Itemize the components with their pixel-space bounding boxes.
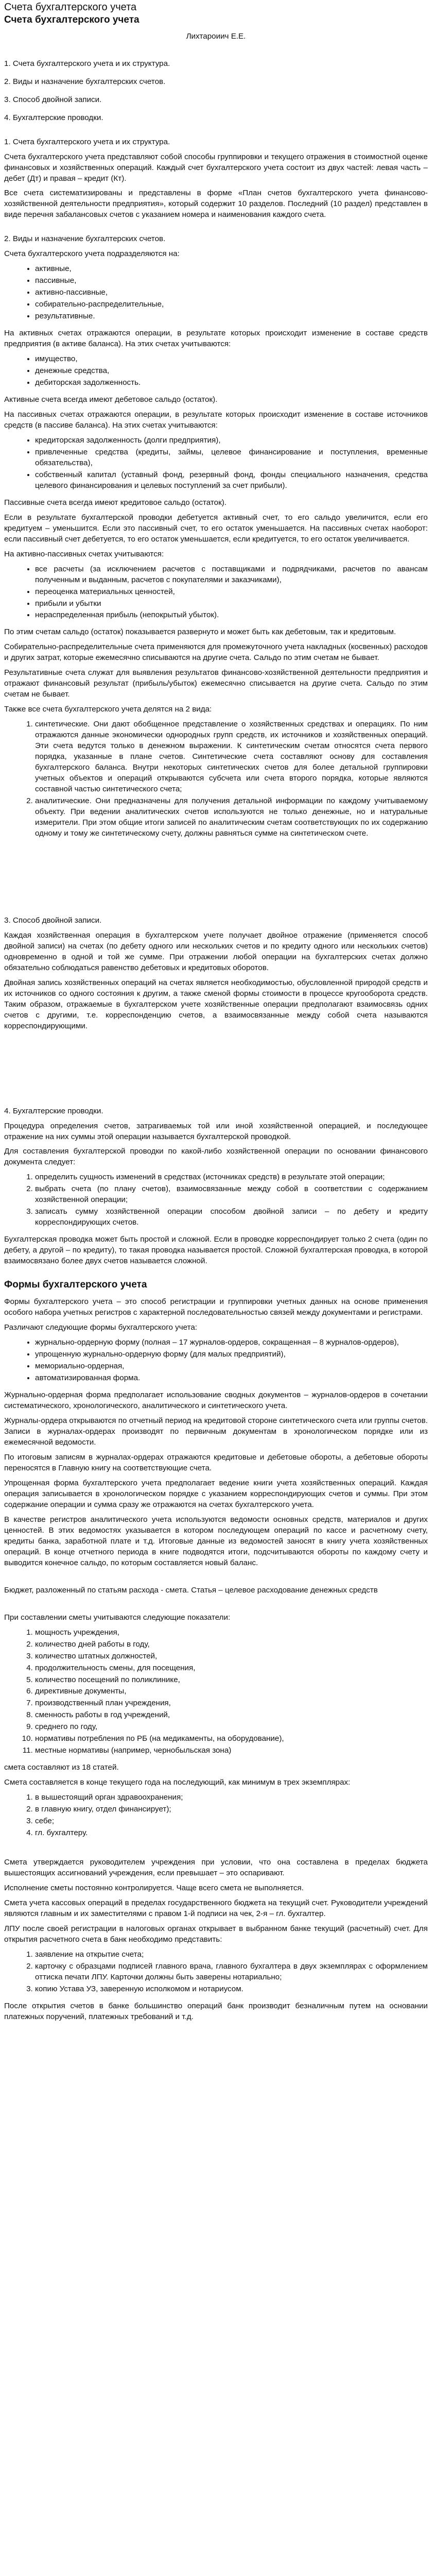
list-item: 11. местные нормативы (например, чернобыльская зона) [35,1745,428,1756]
list-item: • прибыли и убытки [35,599,428,609]
paragraph: Бюджет, разложенный по статьям расхода - смета. Статья – целевое расходование денежных средств [4,1585,378,1595]
paragraph: Все счета систематизированы и представлены в форме «План счетов бухгалтерского учета финансово-хозяйственной деятельности предприятия», который содержит 10 разделов. Последний (10 раздел) представлен в виде перечня забалансовых счетов с указанием номера и наименования каждого счета. [4,189,428,219]
paragraph: Различают следующие формы бухгалтерского учета: [4,1323,198,1332]
paragraph: При составлении сметы учитываются следующие показатели: [4,1613,231,1622]
toc-item: 4. Бухгалтерские проводки. [4,113,103,122]
list-item: • активно-пассивные, [35,287,428,298]
account-opening-docs-list [4,1950,428,1995]
account-kinds-list [4,719,428,839]
paragraph: Двойная запись хозяйственных операций на счетах является необходимостью, обусловленной природой средств и их источников со одного состояния к другим, а также сменой формы стоимости в процессе кругооборота средств. Таким образом, отражаемые в бухгалтерском учете хозяйственные операции предполагают взаимосвязь одних счетов с другими, т.е. корреспонденцию счетов, а взаимосвязанные между собой счета называются корреспондирующими. [4,978,428,1030]
list-item: • кредиторская задолженность (долги предприятия), [35,435,428,446]
list-item: 1. синтетические. Они дают обобщенное представление о хозяйственных средствах и операциях. По ним отражаются данные экономически однородных групп средств, их источников и хозяйственных операций. Эти счета ведутся только в денежном выражении. К синтетическим счетам относятся счета первого порядка, указанные в плане счетов. Синтетические счета составляют основу для составления бухгалтерского баланса. Внутри некоторых синтетических счетов для более детальной группировки учетных объектов и операций открываются субсчета или счета второго порядка, которые являются составной частью синтетического счета; [35,719,428,795]
paragraph: смета составляют из 18 статей. [4,1763,119,1772]
section-3-heading: 3. Способ двойной записи. [4,916,102,925]
paragraph: Смета составляется в конце текущего года на последующий, как минимум в трех экземплярах: [4,1778,351,1787]
list-item: 7. производственный план учреждения, [35,1698,428,1709]
estimate-copies-list [4,1792,428,1839]
paragraph: Для составления бухгалтерской проводки по какой-либо хозяйственной операции по основании финансового документа следует: [4,1147,428,1167]
paragraph: Результативные счета служат для выявления результатов финансово-хозяйственной деятельности предприятия и отражают финансовый результат (прибыль/убыток) ежемесячно списывается на другие счета. Сальдо по этим счетам не бывает. [4,668,428,699]
paragraph: Исполнение сметы постоянно контролируется. Чаще всего смета не выполняется. [4,1884,304,1893]
list-item: • собственный капитал (уставный фонд, резервный фонд, фонды специального назначения, средства целевого финансирования и целевых поступлений за счет прибыли). [35,470,428,492]
list-item: • мемориально-ордерная, [35,1361,428,1372]
paragraph: Также все счета бухгалтерского учета делятся на 2 вида: [4,705,212,714]
paragraph: Собирательно-распределительные счета применяются для промежуточного учета накладных (косвенных) расходов и других затрат, которые ежемесячно списываются на другие счета. Сальдо по этим счетам не бывает. [4,642,428,663]
section-4-heading: 4. Бухгалтерские проводки. [4,1106,103,1115]
list-item: • нераспределенная прибыль (непокрытый убыток). [35,610,428,621]
paragraph: Бухгалтерская проводка может быть простой и сложной. Если в проводке корреспондирует только 2 счета (один по дебету, а другой – по кредиту), то такая проводка называется простой. Сложной бухгалтерская проводка, в которой взаимосвязано более двух счетов называется сложной. [4,1235,428,1266]
list-item: • результативные. [35,311,428,322]
list-item: 3. копию Устава УЗ, заверенную исполкомом и нотариусом. [35,1984,428,1995]
spacer [4,1845,428,1857]
list-item: 3. записать сумму хозяйственной операции способом двойной записи – по дебету и кредиту корреспондирующих счетов. [35,1207,428,1228]
spacer [4,1573,428,1585]
list-item: • собирательно-распределительные, [35,299,428,310]
posting-steps-list [4,1172,428,1228]
paragraph: Счета бухгалтерского учета представляют собой способы группировки и текущего отражения в стоимостной оценке финансовых и хозяйственных операций. Каждый счет бухгалтерского учета состоит из двух частей: левая часть – дебет (Дт) и правая – кредит (Кт). [4,152,428,183]
paragraph: Журнально-ордерная форма предполагает использование сводных документов – журналов-ордеров в сочетании систематического, хронологического, аналитического и синтетического учета. [4,1391,428,1411]
list-item: • денежные средства, [35,366,428,377]
table-of-contents [4,59,428,124]
list-item: 6. директивные документы, [35,1686,428,1697]
list-item: 4. гл. бухгалтеру. [35,1828,428,1839]
document-title: Счета бухгалтерского учета [4,2,137,13]
section-1-heading: 1. Счета бухгалтерского учета и их структура. [4,137,170,146]
paragraph: После открытия счетов в банке большинство операций банк производит безналичным путем на основании платежных поручений, платежных требований и т.д. [4,2001,428,2021]
paragraph: ЛПУ после своей регистрации в налоговых органах открывает в выбранном банке текущий (расчетный) счет. Для открытия расчетного счета в банк необходимо представить: [4,1924,428,1944]
list-item: 8. сменность работы в год учреждений, [35,1710,428,1721]
paragraph: Журналы-ордера открываются по отчетный период на кредитовой стороне синтетического счета или группы счетов. Записи в журналах-ордерах производят по первичным документам в хронологическом порядке или из ежемесячной ведомости. [4,1416,428,1447]
document-subtitle: Счета бухгалтерского учета [4,14,139,25]
toc-item: 1. Счета бухгалтерского учета и их структура. [4,59,170,68]
active-items-list [4,354,428,388]
list-item: • все расчеты (за исключением расчетов с поставщиками и подрядчиками, расчетов по авансам полученным и выданным, расчетов с покупателями и заказчиками), [35,564,428,586]
paragraph: Счета бухгалтерского учета подразделяются на: [4,249,180,259]
paragraph: Каждая хозяйственная операция в бухгалтерском учете получает двойное отражение (применяется способ двойной записи) на счетах (по дебету одного или нескольких счетов и по кредиту одного или нескольких счетов) одновременно в одной и той же сумме. При отражении любой операции на бухгалтерских счетах должно обязательно соблюдаться равенство дебетовых и кредитовых оборотов. [4,930,428,972]
paragraph: Процедура определения счетов, затрагиваемых той или иной хозяйственной операцией, и последующее отражение на них суммы этой операции называется бухгалтерской проводкой. [4,1121,428,1141]
section-2-heading: 2. Виды и назначение бухгалтерских счетов. [4,234,166,244]
list-item: • журнально-ордерную форму (полная – 17 журналов-ордеров, сокращенная – 8 журналов-ордеров), [35,1337,428,1348]
list-item: • переоценка материальных ценностей, [35,587,428,598]
list-item: 3. себе; [35,1816,428,1827]
paragraph: На активных счетах отражаются операции, в результате которых происходит изменение в составе средств предприятия (в активе баланса). На этих счетах учитываются: [4,329,428,349]
spacer [4,1600,428,1613]
account-types-list [4,264,428,322]
paragraph: Пассивные счета всегда имеют кредитовое сальдо (остаток). [4,498,227,507]
list-item: 10. нормативы потребления по РБ (на медикаменты, на оборудование), [35,1734,428,1744]
paragraph: Если в результате бухгалтерской проводки дебетуется активный счет, то его сальдо увеличится, если его кредитуем – уменьшится. Если это пассивный счет, то его остаток уменьшается. На пассивных счетах наоборот: если пассивный счет дебетуется, то его остаток уменьшается, если кредитуется, то его остаток увеличивается. [4,513,428,544]
paragraph: Смета учета кассовых операций в пределах государственного бюджета на текущий счет. Руководители учреждений являются главным и их заместителями с правом 1-й подписи на чек, 2-я – гл. бухгалтер. [4,1899,428,1918]
list-item: • пассивные, [35,276,428,286]
paragraph: Формы бухгалтерского учета – это способ регистрации и группировки учетных данных на основе применения особого набора учетных регистров с характерной последовательностью связей между документами и регистрами. [4,1297,428,1317]
paragraph: Упрощенная форма бухгалтерского учета предполагает ведение книги учета хозяйственных операций. Каждая операция записывается в хронологическом порядке с указанием корреспондирующих счетов и суммы. При этом содержание операции и сумма сразу же отражаются на счетах бухгалтерского учета. [4,1478,428,1509]
list-item: 2. в главную книгу, отдел финансирует); [35,1804,428,1815]
toc-item: 3. Способ двойной записи. [4,95,102,104]
list-item: 2. карточку с образцами подписей главного врача, главного бухгалтера в двух экземплярах с оформлением оттиска печати ЛПУ. Карточки должны быть заверены нотариально; [35,1961,428,1983]
list-item: • имущество, [35,354,428,365]
spacer [4,1036,428,1093]
list-item: • активные, [35,264,428,275]
list-item: 2. аналитические. Они предназначены для получения детальной информации по каждому учитываемому объекту. При ведении аналитических счетов используются не только денежные, но и натуральные измерители. При этом общие итоги записей по аналитическим счетам соответствующих по их содержанию одному и тому же синтетическому счету, должны равняться сумме на синтетическом счете. [35,796,428,839]
list-item: 4. продолжительность смены, для посещения, [35,1663,428,1674]
paragraph: На активно-пассивных счетах учитываются: [4,549,164,558]
paragraph: По итоговым записям в журналах-ордерах отражаются кредитовые и дебетовые обороты, а дебетовые обороты переносятся в Главную книгу на соответствующие счета. [4,1453,428,1472]
estimate-indicators-list [4,1628,428,1757]
list-item: • упрощенную журнально-ордерную форму (для малых предприятий), [35,1349,428,1360]
paragraph: Смета утверждается руководителем учреждения при условии, что она составлена в пределах бюджета вышестоящих ассигнований учреждения, если превышает – это оспаривают. [4,1858,428,1878]
list-item: 2. выбрать счета (по плану счетов), взаимосвязанные между собой в соответствии с содержанием хозяйственной операции; [35,1184,428,1206]
list-item: • привлеченные средства (кредиты, займы, целевое финансирование и поступления, временные обязательства), [35,447,428,469]
spacer [4,845,428,902]
passive-items-list [4,435,428,492]
paragraph: По этим счетам сальдо (остаток) показывается развернуто и может быть как дебетовым, так и кредитовым. [4,628,396,637]
list-item: 5. количество посещений по поликлинике, [35,1675,428,1686]
paragraph: В качестве регистров аналитического учета используются ведомости основных средств, материалов и других ценностей. В этих ведомостях указывается в котором последующем операций по кассе и расчетному счету, кредиты банка, заработной плате и т.д. Итоговые данные из ведомостей заносят в книгу учета хозяйственных операций. В конце отчетного периода в книге подводятся итоги, подсчитываются обороты по каждому счету и выводится конечное сальдо, по которым составляется новый баланс. [4,1515,428,1567]
list-item: 1. мощность учреждения, [35,1628,428,1638]
forms-heading: Формы бухгалтерского учета [4,1279,147,1291]
author-name: Лихтароиич Е.Е. [186,31,246,41]
list-item: • дебиторская задолженность. [35,378,428,388]
list-item: 1. заявление на открытие счета; [35,1950,428,1960]
list-item: 1. определить сущность изменений в средствах (источниках средств) в результате этой операции; [35,1172,428,1183]
paragraph: На пассивных счетах отражаются операции, в результате которых происходит изменение в составе источников средств (в пассиве баланса). На этих счетах учитываются: [4,410,428,430]
list-item: 3. количество штатных должностей, [35,1651,428,1662]
list-item: 1. в вышестоящий орган здравоохранения; [35,1792,428,1803]
list-item: 2. количество дней работы в году, [35,1639,428,1650]
list-item: 9. среднего по году, [35,1722,428,1733]
active-passive-items-list [4,564,428,621]
paragraph: Активные счета всегда имеют дебетовое сальдо (остаток). [4,395,218,404]
accounting-forms-list [4,1337,428,1384]
list-item: • автоматизированная форма. [35,1373,428,1384]
toc-item: 2. Виды и назначение бухгалтерских счетов. [4,77,166,86]
